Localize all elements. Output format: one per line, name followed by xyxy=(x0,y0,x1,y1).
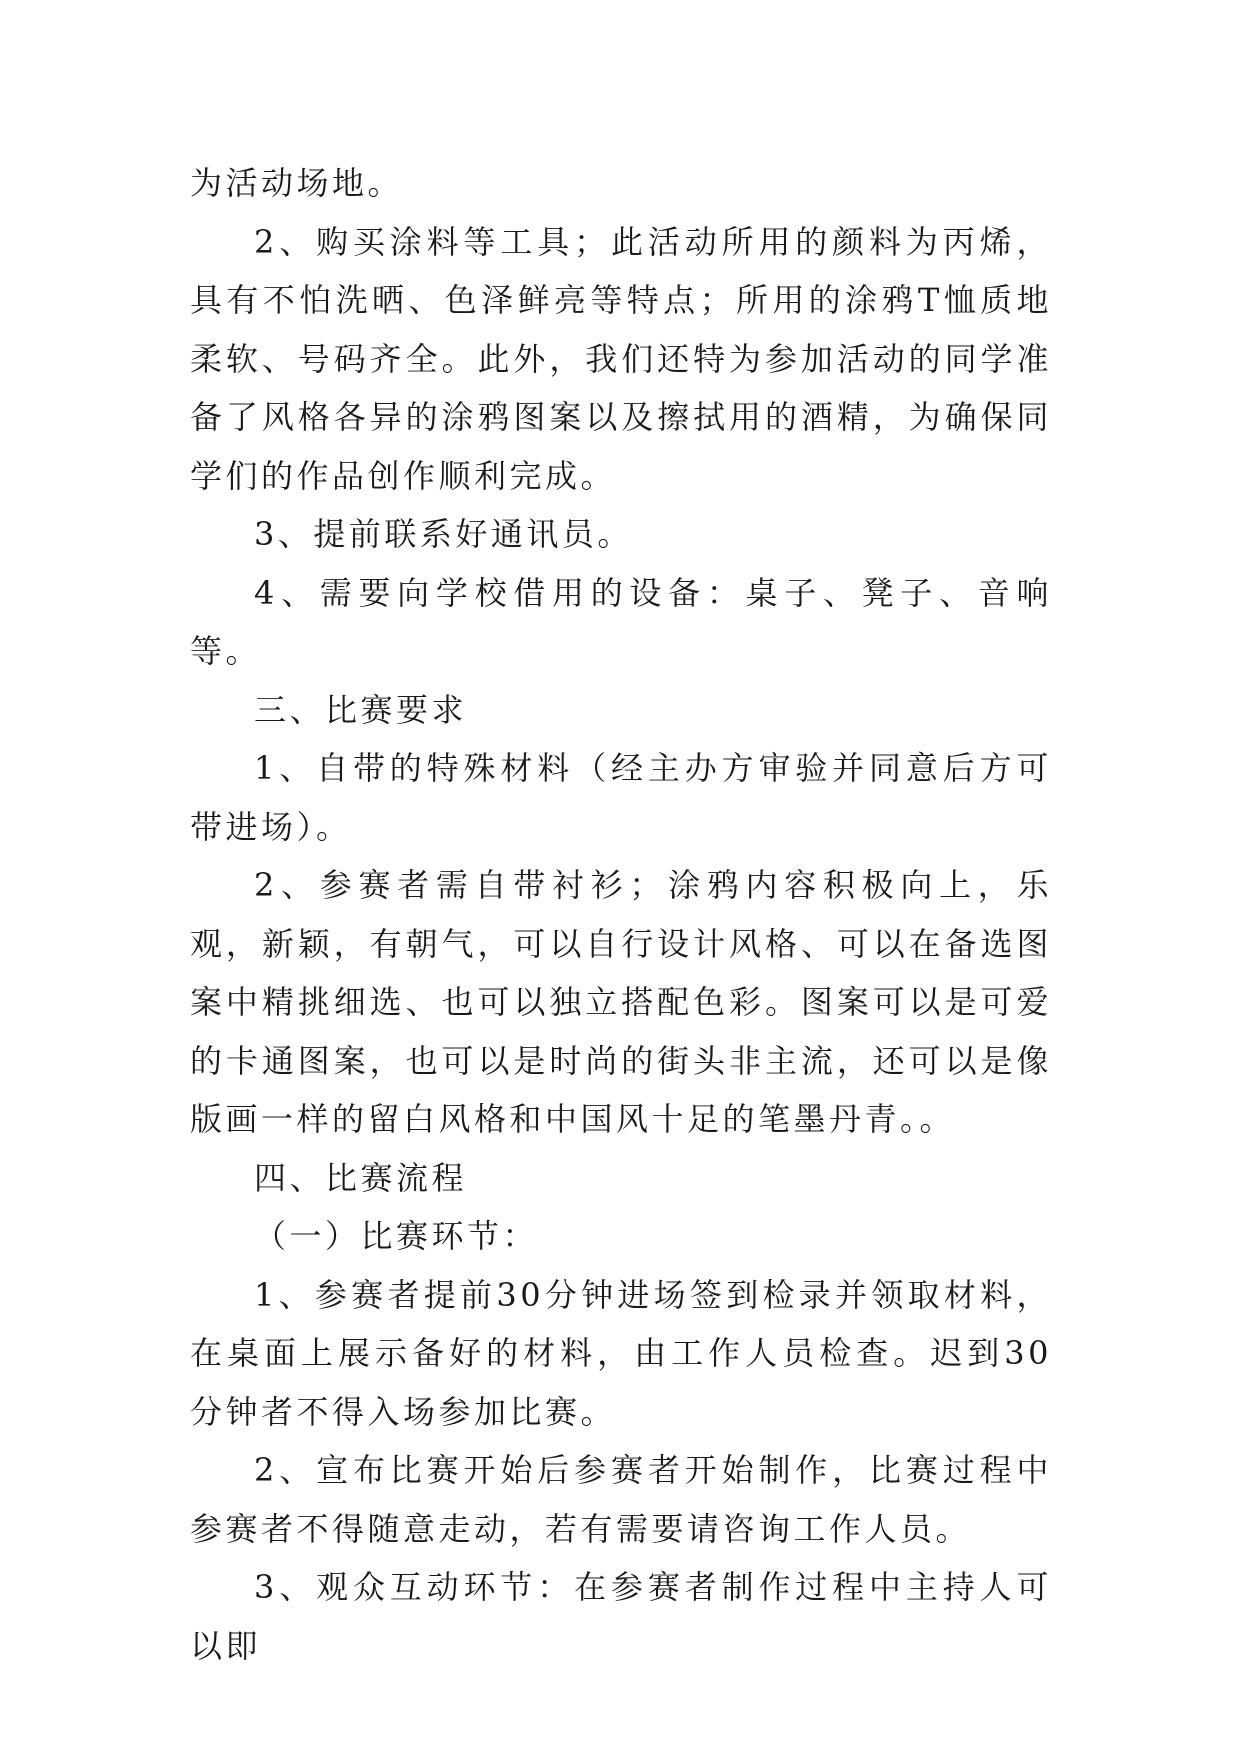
paragraph-audience-interaction: 3、观众互动环节：在参赛者制作过程中主持人可以即 xyxy=(190,1568,1052,1665)
document-body xyxy=(190,154,1052,1675)
section-heading-requirements: 三、比赛要求 xyxy=(254,690,468,729)
paragraph-special-materials: 1、自带的特殊材料（经主办方审验并同意后方可带进场）。 xyxy=(190,749,1052,846)
paragraph-contact-correspondent: 3、提前联系好通讯员。 xyxy=(254,515,633,553)
section-heading-process: 四、比赛流程 xyxy=(254,1158,468,1197)
paragraph-buy-paint: 2、购买涂料等工具；此活动所用的颜料为丙烯，具有不怕洗晒、色泽鲜亮等特点；所用的涂鸦T恤质地柔软、号码齐全。此外，我们还特为参加活动的同学准备了风格各异的涂鸦图案以及擦拭用的酒精，为确保同学们的作品创作顺利完成。 xyxy=(190,222,1052,495)
paragraph-borrow-equipment: 4、需要向学校借用的设备：桌子、凳子、音响等。 xyxy=(190,573,1052,670)
paragraph-check-in: 1、参赛者提前30分钟进场签到检录并领取材料，在桌面上展示备好的材料，由工作人员检查。迟到30分钟者不得入场参加比赛。 xyxy=(190,1275,1052,1431)
paragraph-venue-continued: 为活动场地。 xyxy=(190,164,404,202)
paragraph-competition-start: 2、宣布比赛开始后参赛者开始制作，比赛过程中参赛者不得随意走动，若有需要请咨询工作人员。 xyxy=(190,1451,1052,1548)
subsection-heading-stages: （一）比赛环节： xyxy=(254,1217,539,1255)
paragraph-shirt-requirements: 2、参赛者需自带衬衫；涂鸦内容积极向上，乐观，新颖，有朝气，可以自行设计风格、可以在备选图案中精挑细选、也可以独立搭配色彩。图案可以是可爱的卡通图案，也可以是时尚的街头非主流，还可以是像版画一样的留白风格和中国风十足的笔墨丹青。。 xyxy=(190,866,1052,1138)
